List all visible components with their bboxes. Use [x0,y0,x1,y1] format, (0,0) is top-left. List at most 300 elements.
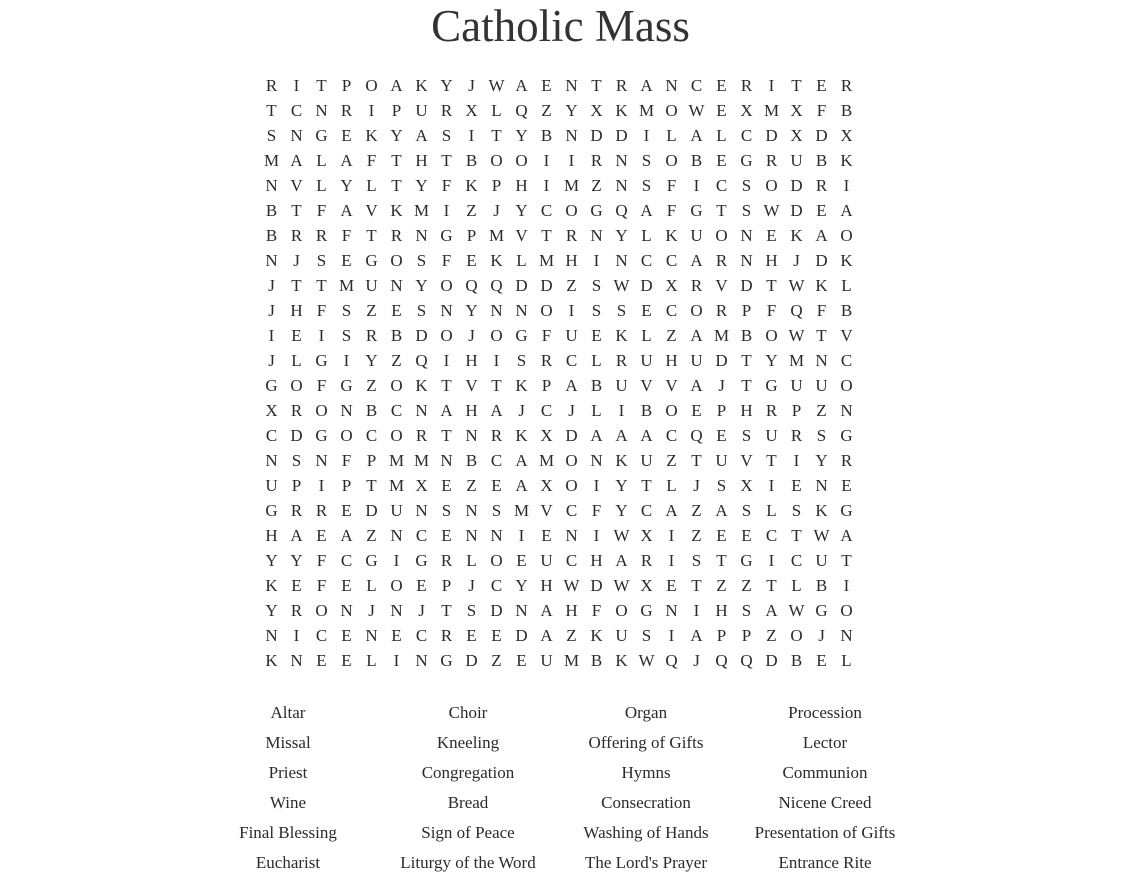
grid-letter: S [491,501,502,520]
grid-letter: S [266,126,277,145]
grid-letter: I [668,551,675,570]
grid-letter: D [540,276,553,295]
grid-letter: K [490,251,503,270]
grid-letter: O [715,226,728,245]
grid-letter: F [316,201,327,220]
grid-letter: G [265,501,278,520]
grid-letter: L [591,401,602,420]
grid-letter: Y [365,351,378,370]
grid-letter: R [415,426,428,445]
grid-letter: S [341,326,352,345]
grid-letter: M [388,451,405,470]
grid-letter: B [390,326,403,345]
grid-letter: S [691,551,702,570]
grid-letter: X [790,101,803,120]
grid-letter: Q [415,351,428,370]
grid-letter: F [591,501,602,520]
grid-letter: O [440,326,453,345]
grid-letter: D [790,176,803,195]
grid-letter: F [366,151,377,170]
grid-letter: E [341,251,352,270]
grid-letter: R [565,226,578,245]
grid-letter: H [415,151,428,170]
grid-letter: R [765,151,778,170]
grid-letter: Y [465,301,478,320]
grid-letter: E [441,526,452,545]
grid-letter: Z [766,626,777,645]
word-list-item: Congregation [421,763,515,782]
grid-letter: N [265,251,278,270]
grid-letter: W [613,526,630,545]
grid-letter: G [365,251,378,270]
grid-letter: I [393,551,400,570]
grid-letter: C [490,576,503,595]
grid-letter: U [790,376,803,395]
grid-letter: E [741,526,752,545]
grid-letter: K [515,376,528,395]
grid-letter: Y [815,451,828,470]
grid-letter: R [440,551,453,570]
grid-letter: R [290,501,303,520]
grid-letter: N [565,76,578,95]
word-list-item: Communion [782,763,868,782]
grid-letter: Z [691,501,702,520]
grid-letter: N [665,601,678,620]
grid-letter: A [690,126,703,145]
grid-letter: M [263,151,280,170]
grid-letter: D [715,351,728,370]
grid-letter: B [465,151,478,170]
grid-letter: F [341,226,352,245]
grid-letter: O [765,176,778,195]
grid-letter: N [465,526,478,545]
grid-letter: Y [265,601,278,620]
grid-letter: N [265,626,278,645]
grid-letter: F [666,201,677,220]
grid-letter: E [766,226,777,245]
grid-letter: O [540,301,553,320]
grid-letter: J [268,276,275,295]
grid-letter: O [565,201,578,220]
grid-letter: T [841,551,852,570]
grid-letter: S [341,301,352,320]
grid-letter: I [543,176,550,195]
grid-letter: T [741,351,752,370]
grid-letter: Q [790,301,803,320]
letter-grid [259,73,859,673]
grid-letter: N [415,401,428,420]
grid-letter: N [340,601,353,620]
grid-letter: Z [566,626,577,645]
grid-letter: T [441,601,452,620]
grid-letter: B [690,151,703,170]
grid-letter: I [593,476,600,495]
grid-letter: E [341,576,352,595]
grid-letter: T [816,326,827,345]
grid-letter: Q [715,651,728,670]
grid-letter: T [791,526,802,545]
grid-letter: M [413,451,430,470]
grid-letter: K [615,651,628,670]
grid-letter: O [665,101,678,120]
grid-letter: R [840,76,853,95]
grid-letter: B [265,226,278,245]
grid-letter: T [391,176,402,195]
grid-letter: Z [566,276,577,295]
grid-letter: P [391,101,402,120]
grid-letter: I [443,351,450,370]
grid-letter: A [715,501,728,520]
grid-letter: K [365,126,378,145]
grid-letter: O [840,601,853,620]
grid-letter: I [618,401,625,420]
grid-letter: T [766,576,777,595]
grid-letter: G [315,351,328,370]
grid-letter: H [465,351,478,370]
grid-letter: I [368,101,375,120]
grid-letter: M [338,276,355,295]
grid-letter: H [765,251,778,270]
grid-letter: E [541,76,552,95]
grid-letter: U [565,326,578,345]
word-list-item: Washing of Hands [583,823,709,842]
grid-letter: P [341,76,352,95]
grid-letter: W [613,576,630,595]
grid-letter: D [740,276,753,295]
grid-letter: E [641,301,652,320]
grid-letter: A [340,151,353,170]
grid-letter: Y [415,176,428,195]
grid-letter: P [291,476,302,495]
grid-letter: F [766,301,777,320]
grid-letter: L [516,251,527,270]
grid-letter: N [465,426,478,445]
grid-letter: E [341,501,352,520]
grid-letter: E [466,251,477,270]
grid-letter: A [840,201,853,220]
grid-letter: A [390,76,403,95]
grid-letter: A [440,401,453,420]
grid-letter: S [741,601,752,620]
word-list-item: Sign of Peace [421,823,515,842]
grid-letter: S [741,176,752,195]
grid-letter: U [715,451,728,470]
grid-letter: N [415,226,428,245]
grid-letter: N [415,501,428,520]
grid-letter: B [465,451,478,470]
word-list-item: Offering of Gifts [588,733,704,752]
grid-letter: G [315,126,328,145]
grid-letter: W [638,651,655,670]
grid-letter: U [640,451,653,470]
grid-letter: N [315,101,328,120]
grid-letter: K [615,101,628,120]
grid-letter: V [365,201,378,220]
grid-letter: P [491,176,502,195]
grid-letter: I [593,251,600,270]
grid-letter: A [640,76,653,95]
grid-letter: J [793,251,800,270]
grid-letter: R [290,226,303,245]
grid-letter: N [415,651,428,670]
grid-letter: E [591,326,602,345]
grid-letter: W [813,526,830,545]
grid-letter: X [640,526,653,545]
grid-letter: U [790,151,803,170]
grid-letter: D [790,201,803,220]
grid-letter: O [365,76,378,95]
grid-letter: I [568,301,575,320]
grid-letter: T [691,576,702,595]
grid-letter: S [816,426,827,445]
grid-letter: L [716,126,727,145]
grid-letter: F [541,326,552,345]
grid-letter: Y [265,551,278,570]
grid-letter: S [791,501,802,520]
word-list-item: Choir [448,703,488,722]
word-list-item: Nicene Creed [778,793,872,812]
grid-letter: O [390,426,403,445]
grid-letter: A [490,401,503,420]
grid-letter: K [415,376,428,395]
grid-letter: D [465,651,478,670]
grid-letter: U [815,551,828,570]
word-list-item: Organ [624,703,668,722]
grid-letter: K [815,501,828,520]
grid-letter: E [441,476,452,495]
grid-letter: Q [515,101,528,120]
grid-letter: B [815,151,828,170]
grid-letter: D [815,251,828,270]
grid-letter: K [790,226,803,245]
grid-letter: I [268,326,275,345]
grid-letter: P [366,451,377,470]
grid-letter: A [565,376,578,395]
grid-letter: U [690,226,703,245]
grid-letter: T [441,376,452,395]
grid-letter: T [366,226,377,245]
grid-letter: B [590,376,603,395]
grid-letter: O [390,376,403,395]
grid-letter: C [540,401,553,420]
grid-letter: O [840,226,853,245]
grid-letter: S [466,601,477,620]
word-list-item: Liturgy of the Word [400,853,536,872]
word-list-item: Eucharist [255,853,321,872]
grid-letter: Y [515,126,528,145]
grid-letter: K [265,651,278,670]
grid-letter: D [565,426,578,445]
grid-letter: N [265,176,278,195]
grid-letter: P [716,401,727,420]
word-list [198,698,916,878]
grid-letter: N [490,301,503,320]
grid-letter: A [415,126,428,145]
grid-letter: E [341,626,352,645]
grid-letter: W [788,601,805,620]
grid-letter: V [640,376,653,395]
grid-letter: A [665,501,678,520]
grid-letter: O [690,301,703,320]
grid-letter: F [666,176,677,195]
grid-letter: K [390,201,403,220]
grid-letter: R [765,401,778,420]
grid-letter: A [640,201,653,220]
grid-letter: S [741,501,752,520]
grid-letter: T [366,476,377,495]
word-list-item: Kneeling [436,733,500,752]
grid-letter: N [290,126,303,145]
grid-letter: Q [740,651,753,670]
grid-letter: L [316,176,327,195]
grid-letter: O [765,326,778,345]
grid-letter: C [340,551,353,570]
grid-letter: F [441,176,452,195]
grid-letter: J [693,651,700,670]
grid-letter: T [591,76,602,95]
grid-letter: Y [290,551,303,570]
grid-letter: Y [515,201,528,220]
grid-letter: K [590,626,603,645]
grid-letter: Z [666,451,677,470]
grid-letter: X [465,101,478,120]
grid-letter: H [540,576,553,595]
grid-letter: A [840,526,853,545]
grid-letter: I [693,176,700,195]
grid-letter: C [290,101,303,120]
grid-letter: T [791,76,802,95]
grid-letter: G [515,326,528,345]
grid-letter: Z [666,326,677,345]
word-list-item: Wine [269,793,307,812]
grid-letter: U [265,476,278,495]
grid-letter: U [390,501,403,520]
grid-letter: F [341,451,352,470]
grid-letter: E [666,576,677,595]
grid-letter: I [643,126,650,145]
grid-letter: U [615,376,628,395]
grid-letter: X [265,401,278,420]
grid-letter: Z [816,401,827,420]
grid-letter: K [615,451,628,470]
grid-letter: V [715,276,728,295]
grid-letter: C [365,426,378,445]
grid-letter: C [415,626,428,645]
grid-letter: G [265,376,278,395]
grid-letter: N [815,351,828,370]
grid-letter: N [740,251,753,270]
grid-letter: C [565,351,578,370]
grid-letter: A [615,551,628,570]
grid-letter: S [591,276,602,295]
grid-letter: V [665,376,678,395]
grid-letter: U [640,351,653,370]
grid-letter: E [391,301,402,320]
grid-letter: G [690,201,703,220]
grid-letter: R [740,76,753,95]
grid-letter: T [441,151,452,170]
grid-letter: N [515,301,528,320]
grid-letter: Z [466,201,477,220]
grid-letter: I [518,526,525,545]
grid-letter: N [665,76,678,95]
grid-letter: D [515,276,528,295]
grid-letter: K [840,151,853,170]
grid-letter: N [840,626,853,645]
grid-letter: M [563,176,580,195]
grid-letter: M [538,451,555,470]
grid-letter: D [765,651,778,670]
grid-letter: K [840,251,853,270]
grid-letter: V [515,226,528,245]
grid-letter: D [515,626,528,645]
grid-letter: E [291,326,302,345]
grid-letter: J [268,351,275,370]
grid-letter: E [816,201,827,220]
grid-letter: Z [466,476,477,495]
grid-letter: Z [391,351,402,370]
grid-letter: E [491,476,502,495]
grid-letter: G [840,426,853,445]
grid-letter: Q [465,276,478,295]
grid-letter: R [715,251,728,270]
grid-letter: G [340,376,353,395]
grid-letter: G [740,151,753,170]
grid-letter: N [490,526,503,545]
grid-letter: S [741,201,752,220]
word-list-item: Missal [265,733,311,752]
grid-letter: V [840,326,853,345]
grid-letter: K [815,276,828,295]
grid-letter: Y [615,226,628,245]
grid-letter: N [590,451,603,470]
grid-letter: U [540,651,553,670]
grid-letter: Z [366,301,377,320]
grid-letter: T [266,101,277,120]
grid-letter: Z [541,101,552,120]
grid-letter: P [741,301,752,320]
grid-letter: E [716,151,727,170]
grid-letter: A [690,376,703,395]
grid-letter: E [316,526,327,545]
grid-letter: I [293,626,300,645]
grid-letter: T [766,276,777,295]
grid-letter: P [716,626,727,645]
grid-letter: W [488,76,505,95]
grid-letter: N [840,401,853,420]
grid-letter: M [413,201,430,220]
grid-letter: A [515,476,528,495]
grid-letter: O [490,326,503,345]
grid-letter: J [293,251,300,270]
grid-letter: N [365,626,378,645]
grid-letter: A [615,426,628,445]
grid-letter: K [615,326,628,345]
grid-letter: P [466,226,477,245]
grid-letter: Y [615,476,628,495]
grid-letter: I [443,201,450,220]
grid-letter: P [441,576,452,595]
grid-letter: E [516,651,527,670]
grid-letter: P [341,476,352,495]
grid-letter: R [440,101,453,120]
grid-letter: E [516,551,527,570]
grid-letter: U [690,351,703,370]
grid-letter: G [440,651,453,670]
grid-letter: Y [615,501,628,520]
grid-letter: S [316,251,327,270]
grid-letter: R [615,76,628,95]
